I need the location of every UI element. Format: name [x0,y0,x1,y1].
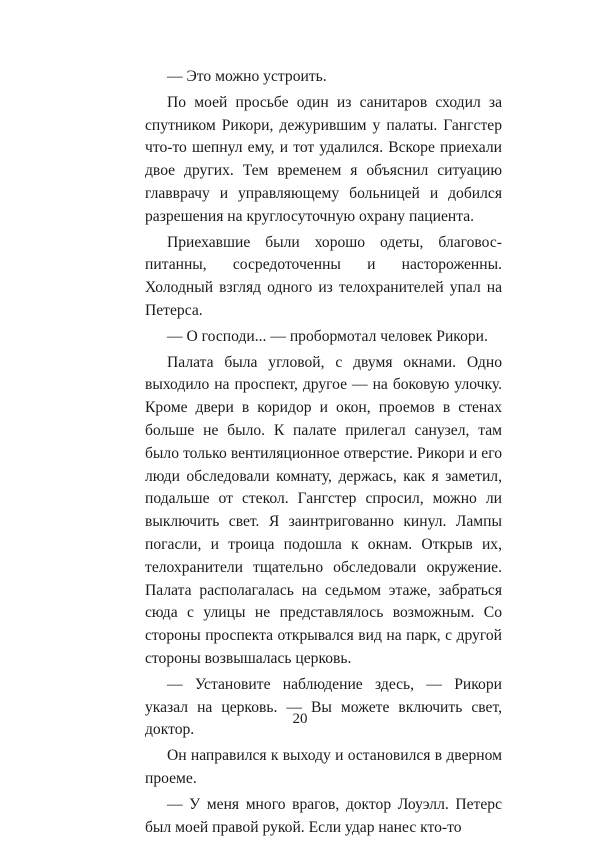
page-number: 20 [292,711,308,727]
paragraph: Приехавшие были хорошо одеты, благовоспитанны, сосредоточенны и настороженны. Холодный взгляд одного из телохранителей упал на Петерса. [145,233,502,319]
paragraph: — Это можно устроить. [167,68,327,85]
paragraph: Он направился к выходу и остановился в дверном проеме. [145,747,502,787]
paragraph: — Установите наблюдение здесь, — Рикори указал на церковь. — Вы можете включить свет, доктор. [145,675,502,739]
paragraph: Палата была угловой, с двумя окнами. Одно выходило на проспект, другое — на боковую улочку. Кроме двери в коридор и окон, проемов в стенах больше не было. К палате прилегал санузел, там было только вентиляционное отверстие. Рикори и его люди обследовали комнату, держась, как я заметил, подальше от стекол. Гангстер спросил, можно ли выключить свет. Я заинтригованно кинул. Лампы погасли, и троица подошла к окнам. Открыв их, телохранители тщательно обследовали окружение. Палата располагалась на седьмом этаже, забраться сюда с улицы не представлялось возможным. Со стороны проспекта открывался вид на парк, с другой стороны возвышалась церковь. [145,353,502,667]
paragraph: — О господи... — пробормотал человек Рикори. [167,327,488,345]
paragraph: По моей просьбе один из санитаров сходил за спутником Рикори, дежурившим у палаты. Гангстер что-то шепнул ему, и тот удалился. Вскоре приехали двое других. Тем временем я объяснил ситуацию главврачу и управляющему больницей и добился разрешения на круглосуточную охрану пациента. [145,93,502,225]
paragraph: — У меня много врагов, доктор Лоуэлл. Петерс был моей правой рукой. Если удар нанес кто-то [145,795,502,836]
